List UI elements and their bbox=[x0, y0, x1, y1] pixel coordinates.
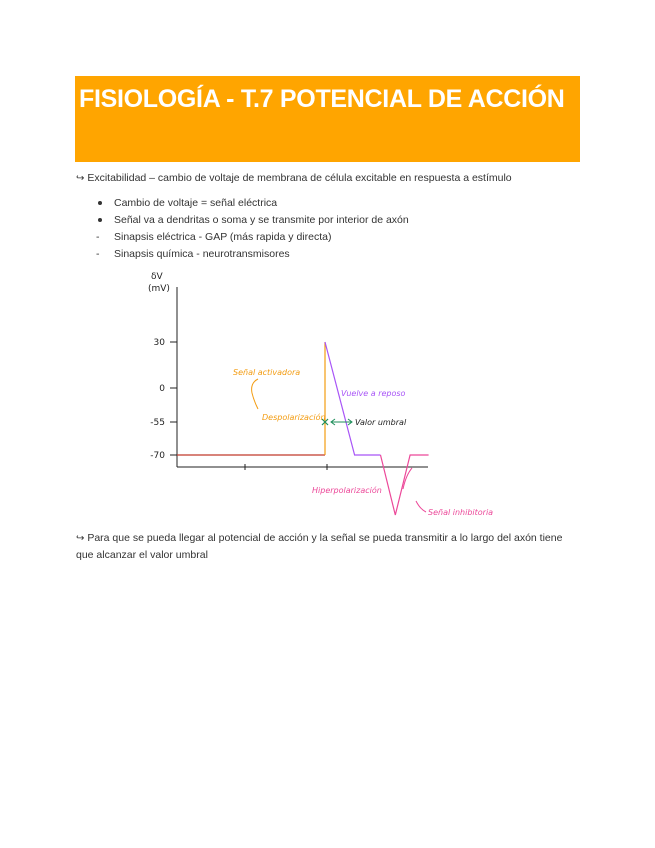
intro-line bbox=[76, 171, 512, 186]
arrow-icon: ↪ bbox=[76, 533, 85, 544]
curve-hiperpolarizacion bbox=[381, 455, 429, 515]
chart-curves bbox=[177, 342, 429, 515]
activation-brace bbox=[252, 379, 258, 409]
bullet-item: Señal va a dendritas o soma y se transmite por interior de axón bbox=[114, 214, 409, 226]
label-return-rest: Vuelve a reposo bbox=[341, 389, 406, 398]
dash-item: Sinapsis eléctrica - GAP (más rapida y directa) bbox=[114, 231, 332, 243]
conclusion-text: Para que se pueda llegar al potencial de acción y la señal se pueda transmitir a lo largo del axón tiene que alcanzar el valor umbral bbox=[76, 532, 563, 561]
label-threshold: Valor umbral bbox=[355, 418, 407, 427]
dash-item: Sinapsis química - neurotransmisores bbox=[114, 248, 290, 260]
label-inhibitory: Señal inhibitoria bbox=[428, 508, 494, 517]
dash-icon: - bbox=[96, 231, 100, 243]
page-title: FISIOLOGÍA - T.7 POTENCIAL DE ACCIÓN bbox=[79, 85, 565, 113]
y-tick-label: -70 bbox=[150, 451, 165, 461]
label-depolarization: Despolarización bbox=[262, 413, 326, 422]
y-tick-label: -55 bbox=[150, 418, 165, 428]
bullet-dot-icon bbox=[98, 218, 102, 222]
label-hyperpolarization: Hiperpolarización bbox=[312, 486, 382, 495]
y-tick-label: 0 bbox=[159, 384, 165, 394]
y-axis-label-unit: (mV) bbox=[148, 284, 170, 294]
label-activation: Señal activadora bbox=[233, 368, 301, 377]
title-banner bbox=[75, 76, 580, 162]
inhibitory-arrow bbox=[416, 501, 426, 512]
bullet-dot-icon bbox=[98, 201, 102, 205]
conclusion-paragraph bbox=[76, 530, 576, 563]
dash-icon: - bbox=[96, 248, 100, 260]
action-potential-chart bbox=[0, 265, 655, 535]
y-axis-label: δV bbox=[151, 272, 163, 282]
arrow-icon: ↪ bbox=[76, 173, 85, 184]
y-tick-label: 30 bbox=[153, 338, 165, 348]
chart-annotations bbox=[233, 368, 493, 517]
intro-text: Excitabilidad – cambio de voltaje de membrana de célula excitable en respuesta a estímulo bbox=[87, 172, 512, 184]
bullet-item: Cambio de voltaje = señal eléctrica bbox=[114, 197, 278, 209]
curve-repolarizacion bbox=[325, 342, 381, 455]
